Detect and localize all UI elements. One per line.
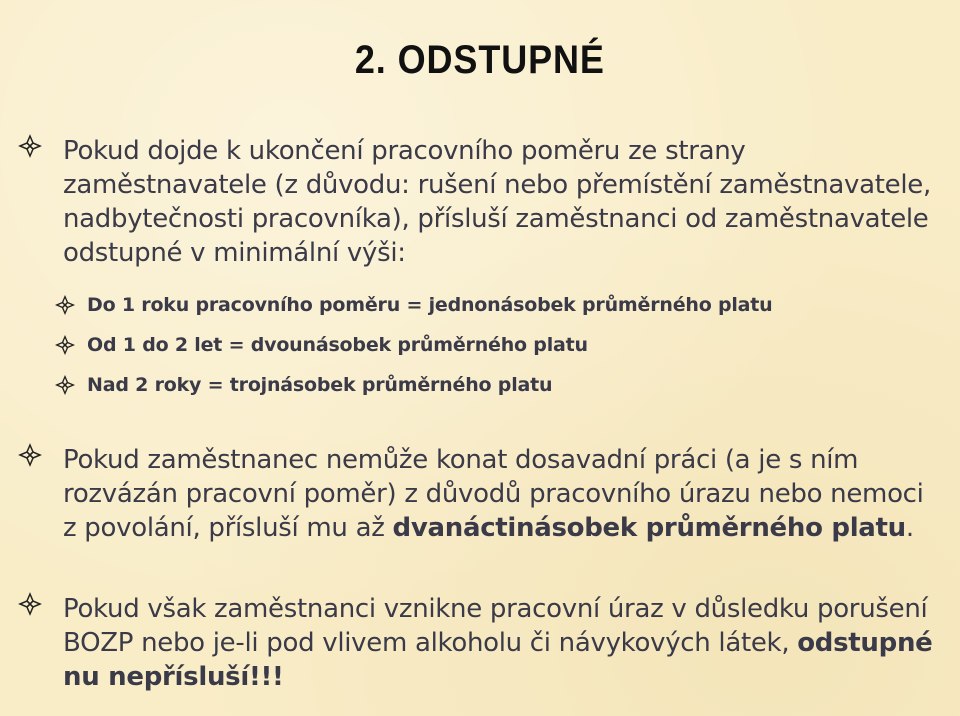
bullet-text-3-plain: Pokud však zaměstnanci vznikne pracovní úraz v důsledku porušení BOZP nebo je-li pod vlivem alkoholu či návykových látek, [63, 594, 928, 658]
bullet-text-1: Pokud dojde k ukončení pracovního poměru ze strany zaměstnavatele (z důvodu: rušení nebo přemístění zaměstnavatele, nadbytečnosti pracovníka), přísluší zaměstnanci od zaměstnavatele odstupné v minimální výši: [63, 136, 931, 268]
four-petal-diamond-icon [55, 335, 75, 355]
four-petal-diamond-icon [55, 375, 75, 395]
bullet-text-2-plain: Pokud zaměstnanec nemůže konat dosavadní práci (a je s ním rozvázán pracovní poměr) z důvodů pracovního úrazu nebo nemoci z povolání, přísluší mu až [63, 445, 924, 543]
sub-point-1 [55, 285, 773, 325]
four-petal-diamond-icon [55, 295, 75, 315]
sub-point-text: Nad 2 roky = trojnásobek průměrného platu [87, 374, 553, 396]
four-petal-diamond-icon [18, 443, 42, 467]
sub-list [55, 285, 773, 405]
bullet-text-3-bold: odstupné nu nepřísluší!!! [63, 628, 933, 692]
bullet-text-2-end: . [905, 513, 914, 543]
sub-point-text: Od 1 do 2 let = dvounásobek průměrného platu [87, 334, 588, 356]
four-petal-diamond-icon [18, 134, 42, 158]
sub-point-text: Do 1 roku pracovního poměru = jednonásobek průměrného platu [87, 294, 773, 316]
bullet-text-2-bold: dvanáctinásobek průměrného platu [392, 513, 906, 543]
bullet-point-1 [18, 134, 938, 270]
four-petal-diamond-icon [18, 592, 42, 616]
sub-point-3 [55, 365, 773, 405]
bullet-text-3 [63, 592, 938, 694]
slide-title: 2. ODSTUPNÉ [355, 38, 605, 82]
sub-point-2 [55, 325, 773, 365]
bullet-text-2 [63, 443, 938, 545]
bullet-point-3 [18, 592, 938, 694]
bullet-point-2 [18, 443, 938, 545]
